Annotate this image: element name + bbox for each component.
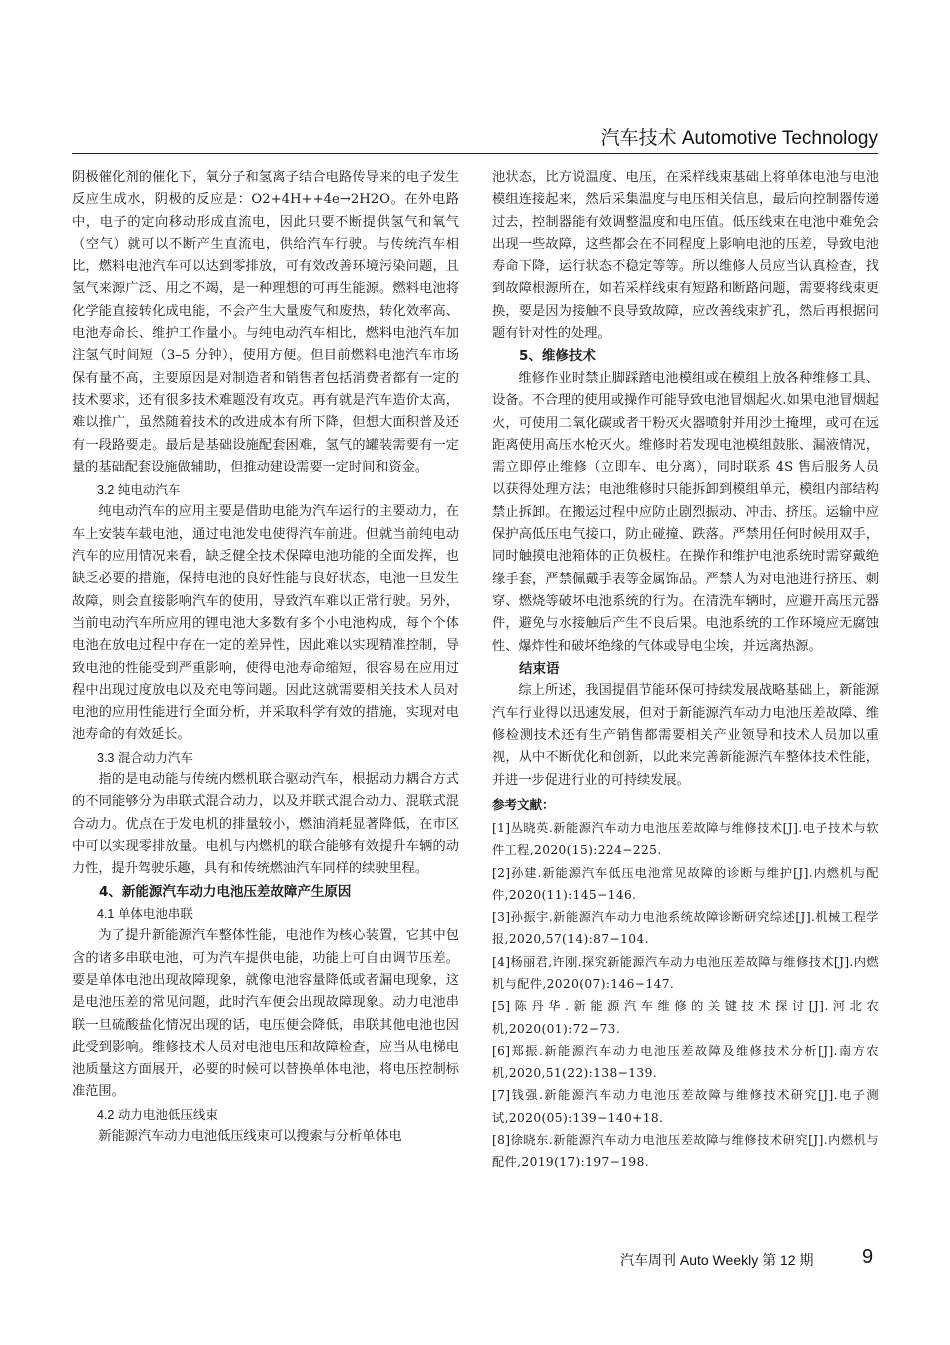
- reference-item: [4]杨丽君,许刚.探究新能源汽车动力电池压差故障与维修技术[J].内燃机与配件,2020(07):146−147.: [492, 954, 879, 991]
- paragraph: 新能源汽车动力电池低压线束可以搜索与分析单体电: [98, 1129, 402, 1145]
- section-heading-3-2: 3.2 纯电动汽车: [97, 483, 181, 498]
- paragraph: 为了提升新能源汽车整体性能，电池作为核心装置，它其中包含的诸多串联电池，可为汽车提供电能，功能上可自由调节压差。要是单体电池出现故障现象，就像电池容量降低或者漏电现象，这是电池压差的常见问题，此时汽车便会出现故障现象。动力电池串联一旦硫酸盐化情况出现的话，电压便会降低，串联其他电池也因此受到影响。维修技术人员对电池电压和故障检查，应当从电梯电池质量这方面展开，必要的时候可以替换单体电池，将电压控制标准范围。: [72, 928, 459, 1100]
- reference-item: [3]孙振宇.新能源汽车动力电池系统故障诊断研究综述[J].机械工程学报,2020,57(14):87−104.: [492, 910, 879, 947]
- paragraph: 池状态，比方说温度、电压，在采样线束基础上将单体电池与电池模组连接起来，然后采集温度与电压相关信息，最后向控制器传递过去，控制器能有效调整温度和电压值。低压线束在电池中难免会出现一些故障，这些都会在不同程度上影响电池的压差，导致电池寿命下降，运行状态不稳定等等。所以维修人员应当认真检查，找到故障根源所在，如若采样线束有短路和断路问题，需要将线束更换，要是因为接触不良导致故障，应改善线束扩孔，然后再根据问题有针对性的处理。: [492, 170, 879, 342]
- reference-item: [6]郑振.新能源汽车动力电池压差故障及维修技术分析[J].南方农机,2020,51(22):138−139.: [492, 1043, 879, 1081]
- paragraph: 维修作业时禁止脚踩踏电池模组或在模组上放各种维修工具、设备。不合理的使用或操作可能导致电池冒烟起火.如果电池冒烟起火，可使用二氧化碳或者干粉灭火器喷射并用沙土掩埋，或可在远距离使用高压水枪灭火。维修时若发现电池模组鼓胀、漏液情况，需立即停止维修（立即车、电分离），同时联系 4S 售后服务人员以获得处理方法；电池维修时只能拆卸到模组单元，模组内部结构禁止拆卸。在搬运过程中应防止剧烈振动、冲击、挤压。运输中应保护高低压电气接口，防止碰撞、跌落。严禁用任何时候用双手，同时触摸电池箱体的正负极柱。在操作和维护电池系统时需穿戴绝缘手套，严禁佩戴手表等金属饰品。严禁人为对电池进行挤压、刺穿、燃烧等破坏电池系统的行为。在清洗车辆时，应避开高压元器件，避免与水接触后产生不良后果。电池系统的工作环境应无腐蚀性、爆炸性和破坏绝缘的气体或导电尘埃，并远离热源。: [492, 370, 879, 654]
- running-header-title: 汽车技术 Automotive Technology: [600, 128, 878, 149]
- reference-item: [7]钱强.新能源汽车动力电池压差故障与维修技术研究[J].电子测试,2020(05):139−140+18.: [492, 1088, 879, 1125]
- section-heading-4-2: 4.2 动力电池低压线束: [97, 1107, 218, 1122]
- section-heading-5: 5、维修技术: [519, 348, 596, 365]
- paragraph: 指的是电动能与传统内燃机联合驱动汽车，根据动力耦合方式的不同能够分为串联式混合动力，以及并联式混合动力、混联式混合动力。优点在于发电机的排量较小，燃油消耗显著降低，在市区中可以实现零排放量。电机与内燃机的联合能够有效提升车辆的动力性，提升驾驶乐趣，具有和传统燃油汽车同样的续驶里程。: [72, 772, 459, 877]
- section-heading-4: 4、新能源汽车动力电池压差故障产生原因: [99, 883, 352, 900]
- reference-item: [8]徐晓东.新能源汽车动力电池压差故障与维修技术研究[J].内燃机与配件,2019(17):197−198.: [492, 1133, 879, 1170]
- footer-journal-name: 汽车周刊 Auto Weekly 第 12 期: [620, 1252, 814, 1268]
- right-column: [492, 167, 879, 1174]
- section-heading-conclusion: 结束语: [519, 660, 560, 677]
- paragraph: 纯电动汽车的应用主要是借助电能为汽车运行的主要动力，在车上安装车载电池，通过电池发电使得汽车前进。但就当前纯电动汽车的应用情况来看，缺乏健全技术保障电池功能的全面发挥，也缺乏必要的措施，保持电池的良好性能与良好状态，电池一旦发生故障，则会直接影响汽车的使用，导致汽车难以正常行驶。另外，当前电动汽车所应用的锂电池大多数有多个小电池构成，每个个体电池在放电过程中存在一定的差异性，因此难以实现精准控制，导致电池的性能受到严重影响，使得电池寿命缩短，很容易在应用过程中出现过度放电以及充电等问题。因此这就需要相关技术人员对电池的应用性能进行全面分析，并采取科学有效的措施，实现对电池寿命的有效延长。: [72, 504, 459, 743]
- paragraph: 综上所述，我国提倡节能环保可持续发展战略基础上，新能源汽车行业得以迅速发展，但对于新能源汽车动力电池压差故障、维修检测技术还有生产销售都需要相关产业领导和技术人员加以重视，从中不断优化和创新，以此来完善新能源汽车整体技术性能，并进一步促进行业的可持续发展。: [492, 683, 879, 788]
- section-heading-4-1: 4.1 单体电池串联: [97, 907, 193, 922]
- left-column: [72, 167, 459, 1148]
- page-number: 9: [862, 1246, 874, 1268]
- section-heading-3-3: 3.3 混合动力汽车: [97, 750, 193, 765]
- reference-item: [1]丛晓英.新能源汽车动力电池压差故障与维修技术[J].电子技术与软件工程,2020(15):224−225.: [492, 820, 879, 858]
- reference-item: [2]孙建.新能源汽车低压电池常见故障的诊断与维护[J].内燃机与配件,2020(11):145−146.: [492, 865, 879, 902]
- references-title: 参考文献：: [492, 796, 555, 812]
- header-rule: [72, 153, 878, 154]
- reference-item: [5]陈丹华.新能源汽车维修的关键技术探讨[J].河北农机,2020(01):72−73.: [492, 999, 879, 1036]
- paragraph: 阴极催化剂的催化下，氧分子和氢离子结合电路传导来的电子发生反应生成水，阴极的反应是：O2+4H++4e→2H2O。在外电路中，电子的定向移动形成直流电，因此只要不断提供氢气和氧气（空气）就可以不断产生直流电，供给汽车行驶。与传统汽车相比，燃料电池汽车可以达到零排放，可有效改善环境污染问题，且氢气来源广泛、用之不竭，是一种理想的可再生能源。燃料电池将化学能直接转化成电能，不会产生大量废气和废热，转化效率高、电池寿命长、维护工作量小。与纯电动汽车相比，燃料电池汽车加注氢气时间短（3–5 分钟），使用方便。但目前燃料电池汽车市场保有量不高，主要原因是对制造者和销售者包括消费者都有一定的技术要求，还有很多技术难题没有攻克。再有就是汽车造价太高，难以推广，虽然随着技术的改进成本有所下降，但想大面积普及还有一段路要走。最后是基础设施配套困难，氢气的罐装需要有一定量的基础配套设施做辅助，但推动建设需要一定时间和资金。: [72, 170, 459, 475]
